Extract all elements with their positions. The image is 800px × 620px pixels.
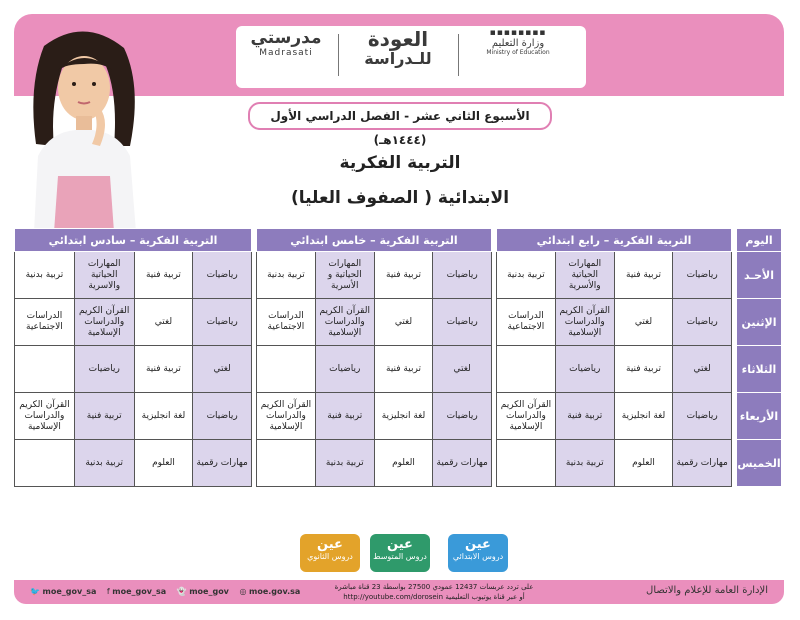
- schedule-cell: الدراسات الاجتماعية: [497, 299, 556, 346]
- schedule-grade4: [496, 228, 732, 487]
- schedule-cell: تربية فنية: [315, 393, 374, 440]
- schedule-cell: [497, 346, 556, 393]
- schedule-cell: [497, 440, 556, 487]
- schedule-cell: تربية بدنية: [555, 440, 614, 487]
- schedule-cell: القرآن الكريم والدراسات الإسلامية: [15, 393, 75, 440]
- primary-lessons-badge[interactable]: [448, 534, 508, 572]
- schedule-cell: تربية فنية: [614, 252, 673, 299]
- back-to-school-logo: [350, 28, 446, 68]
- schedule-cell: لغتي: [433, 346, 492, 393]
- schedule-cell: لغة انجليزية: [374, 393, 433, 440]
- intermediate-lessons-badge[interactable]: [370, 534, 430, 572]
- girl-illustration: [14, 26, 154, 232]
- madrasati-logo: [246, 28, 326, 58]
- back-to-school-line2: للـدراسة: [364, 49, 432, 68]
- schedule-cell: رياضيات: [433, 393, 492, 440]
- schedule-cell: المهارات الحياتية والأسرية: [555, 252, 614, 299]
- days-column: [736, 228, 782, 487]
- social-link[interactable]: 👻 moe_gov: [176, 587, 229, 596]
- schedule-cell: مهارات رقمية: [673, 440, 732, 487]
- schedule-cell: المهارات الحياتية والاسرية: [74, 252, 134, 299]
- schedule-cell: رياضيات: [193, 252, 252, 299]
- schedule-cell: لغة انجليزية: [134, 393, 193, 440]
- schedule-cell: رياضيات: [433, 252, 492, 299]
- madrasati-logo-ar: مدرستي: [250, 28, 322, 48]
- schedule-cell: لغتي: [134, 299, 193, 346]
- grade-header: التربية الفكرية – سادس ابتدائي: [15, 229, 252, 252]
- schedule-cell: الدراسات الاجتماعية: [257, 299, 316, 346]
- eye-logo: عين: [465, 537, 491, 552]
- page-title: التربية الفكرية: [339, 153, 461, 173]
- badge-label: دروس الابتدائي: [452, 552, 504, 561]
- media-signature: الإدارة العامة للإعلام والاتصال: [646, 585, 768, 596]
- ministry-logo-en: Ministry of Education: [486, 49, 550, 56]
- schedule-cell: العلوم: [134, 440, 193, 487]
- schedule-cell: العلوم: [614, 440, 673, 487]
- schedule-cell: المهارات الحياتية و الأسرية: [315, 252, 374, 299]
- schedule-cell: تربية فنية: [74, 393, 134, 440]
- secondary-lessons-badge[interactable]: [300, 534, 360, 572]
- ministry-logo-mark: ▪▪▪▪▪▪▪▪: [489, 28, 547, 38]
- grade-header: التربية الفكرية – خامس ابتدائي: [257, 229, 492, 252]
- schedule-cell: لغتي: [673, 346, 732, 393]
- schedule-cell: رياضيات: [433, 299, 492, 346]
- schedule-cell: العلوم: [374, 440, 433, 487]
- schedule-cell: تربية فنية: [374, 346, 433, 393]
- schedule-cell: رياضيات: [673, 393, 732, 440]
- page-subtitle: الابتدائية ( الصفوف العليا): [290, 188, 510, 208]
- broadcast-info: [314, 582, 554, 602]
- schedule-cell: تربية بدنية: [315, 440, 374, 487]
- week-label: الأسبوع الثاني عشر - الفصل الدراسي الأول (١٤٤٤هـ): [248, 102, 552, 130]
- schedule-cell: رياضيات: [74, 346, 134, 393]
- day-cell: الإثنين: [737, 299, 782, 346]
- schedule-cell: رياضيات: [193, 393, 252, 440]
- social-links: [30, 587, 308, 596]
- schedule-cell: تربية فنية: [134, 346, 193, 393]
- schedule-cell: مهارات رقمية: [433, 440, 492, 487]
- schedule-cell: مهارات رقمية: [193, 440, 252, 487]
- day-cell: الأربعاء: [737, 393, 782, 440]
- schedule-cell: [257, 440, 316, 487]
- schedule-cell: لغتي: [193, 346, 252, 393]
- day-cell: الثلاثاء: [737, 346, 782, 393]
- logo-divider: [338, 34, 339, 76]
- schedule-cell: تربية بدنية: [257, 252, 316, 299]
- back-to-school-line1: العودة: [367, 27, 429, 51]
- schedule-cell: تربية بدنية: [497, 252, 556, 299]
- schedule-cell: القرآن الكريم والدراسات الإسلامية: [74, 299, 134, 346]
- social-link[interactable]: 🐦 moe_gov_sa: [30, 587, 97, 596]
- days-header: اليوم: [737, 229, 782, 252]
- badge-label: دروس الثانوي: [307, 552, 353, 561]
- schedule-cell: رياضيات: [555, 346, 614, 393]
- schedule-cell: تربية فنية: [374, 252, 433, 299]
- schedule-cell: تربية فنية: [134, 252, 193, 299]
- ministry-logo-ar: وزارة التعليم: [491, 38, 545, 49]
- schedule-cell: [15, 346, 75, 393]
- schedule-cell: رياضيات: [673, 252, 732, 299]
- day-cell: الأحـد: [737, 252, 782, 299]
- schedule-grade6: [14, 228, 252, 487]
- social-link[interactable]: f moe_gov_sa: [106, 587, 167, 596]
- broadcast-info-line1: على تردد عربسات 12437 عمودي 27500 بواسطة 23 قناة مباشرة: [334, 583, 534, 591]
- logo-divider: [458, 34, 459, 76]
- schedule-cell: القرآن الكريم والدراسات الإسلامية: [315, 299, 374, 346]
- schedule-cell: رياضيات: [193, 299, 252, 346]
- badge-label: دروس المتوسط: [373, 552, 427, 561]
- madrasati-logo-en: Madrasati: [259, 48, 313, 58]
- schedule-cell: رياضيات: [315, 346, 374, 393]
- social-link[interactable]: ◎ moe.gov.sa: [239, 587, 301, 596]
- schedule-cell: تربية بدنية: [74, 440, 134, 487]
- eye-logo: عين: [317, 537, 343, 552]
- schedule-cell: القرآن الكريم والدراسات الإسلامية: [257, 393, 316, 440]
- schedule-cell: [257, 346, 316, 393]
- schedule-cell: تربية فنية: [614, 346, 673, 393]
- schedule-cell: تربية فنية: [555, 393, 614, 440]
- broadcast-info-line2: أو عبر قناة يوتيوب التعليمية http://youtube.com/dorosein: [343, 593, 525, 601]
- day-cell: الخميس: [737, 440, 782, 487]
- schedule-grade5: [256, 228, 492, 487]
- schedule-cell: لغة انجليزية: [614, 393, 673, 440]
- eye-logo: عين: [387, 537, 413, 552]
- schedule-cell: رياضيات: [673, 299, 732, 346]
- schedule-cell: القرآن الكريم والدراسات الإسلامية: [555, 299, 614, 346]
- grade-header: التربية الفكرية – رابع ابتدائي: [497, 229, 732, 252]
- schedule-cell: تربية بدنية: [15, 252, 75, 299]
- footer-band: [14, 580, 784, 604]
- schedule-cell: الدراسات الاجتماعية: [15, 299, 75, 346]
- schedule-cell: [15, 440, 75, 487]
- schedule-cell: لغتي: [374, 299, 433, 346]
- schedule-cell: لغتي: [614, 299, 673, 346]
- ministry-logo: [468, 28, 568, 56]
- schedule-cell: القرآن الكريم والدراسات الإسلامية: [497, 393, 556, 440]
